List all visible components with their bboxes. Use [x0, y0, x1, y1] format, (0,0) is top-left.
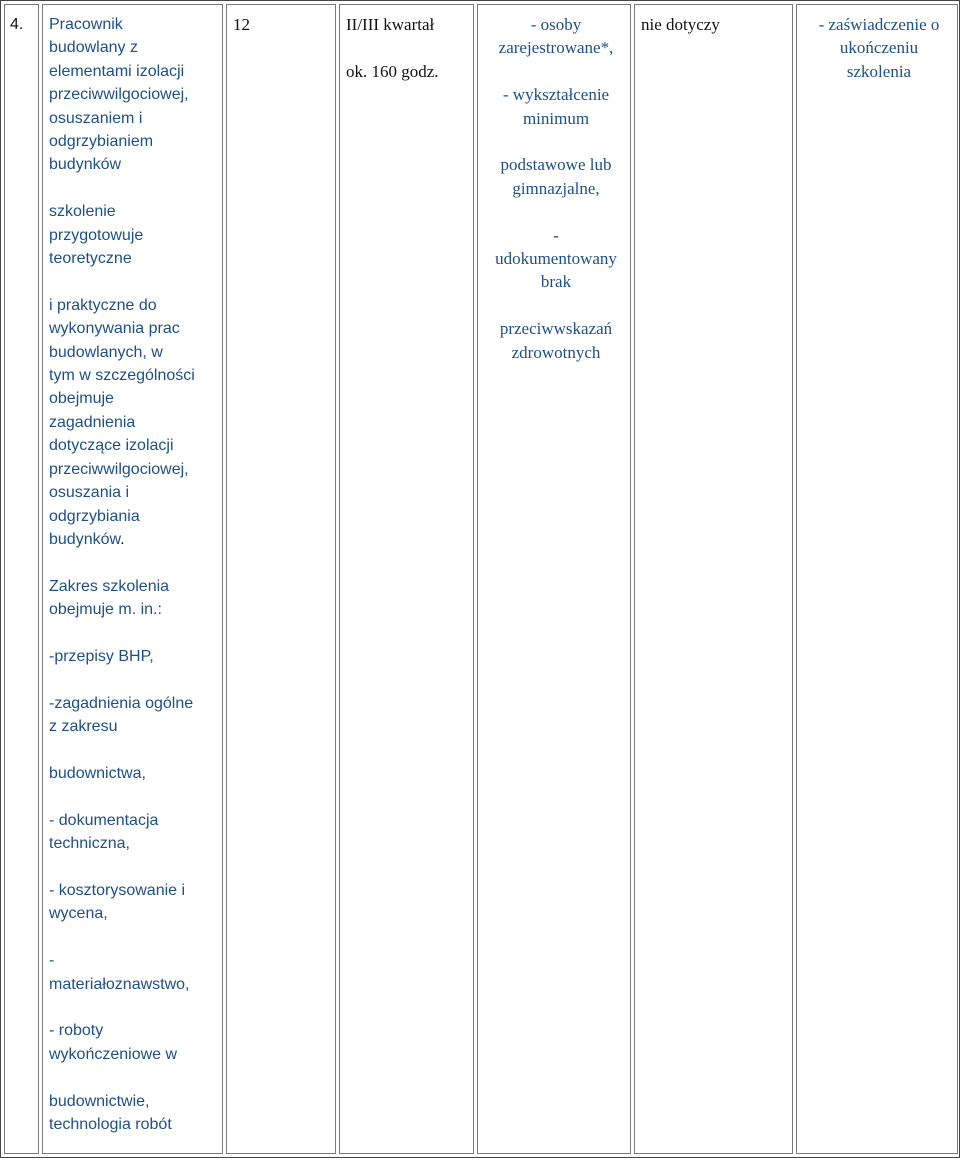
scope-item: budownictwa,	[49, 764, 146, 782]
requirement-item: - wykształcenie minimum	[502, 85, 610, 128]
scope-item: - materiałoznawstwo,	[49, 952, 190, 993]
scope-item: - dokumentacja techniczna,	[49, 811, 159, 853]
scope-item: - kosztorysowanie i wycena,	[49, 881, 186, 923]
requirement-item: podstawowe lub gimnazjalne,	[500, 155, 612, 198]
course-description-end: .	[120, 530, 125, 548]
cell-certificate	[796, 4, 958, 1154]
course-intro: szkolenie przygotowuje teoretyczne	[49, 203, 144, 268]
scope-heading: Zakres szkolenia obejmuje m. in.:	[49, 577, 170, 619]
term: II/III kwartał	[346, 15, 435, 34]
requirement-item: przeciwwskazań zdrowotnych	[499, 319, 613, 362]
scope-item: -zagadnienia ogólne z zakresu	[49, 694, 194, 736]
cell-participants	[226, 4, 336, 1154]
course-title: Pracownik budowlany z elementami izolacji przeciwwilgociowej, osuszaniem i odgrzybianiem budynków	[49, 16, 189, 174]
requirement-item: - osoby zarejestrowane*,	[498, 15, 614, 58]
certificate-text: - zaświadczenie o ukończeniu szkolenia	[818, 15, 940, 81]
cell-requirements	[477, 4, 631, 1154]
cell-course-description	[42, 4, 223, 1154]
participants-count: 12	[233, 15, 250, 34]
scope-item: -przepisy BHP,	[49, 647, 154, 665]
row-number: 4.	[10, 16, 24, 33]
scope-item: - roboty wykończeniowe w	[49, 1022, 178, 1063]
cell-not-applicable	[634, 4, 793, 1154]
not-applicable-text: nie dotyczy	[641, 15, 720, 34]
cell-number	[4, 4, 39, 1154]
course-description	[49, 294, 220, 551]
scope-item: budownictwie, technologia robót	[49, 1092, 172, 1133]
course-description-text: i praktyczne do wykonywania prac budowlanych, w tym w szczególności obejmuje zagadnienia dotyczące izolacji przeciwwilgociowej, osuszania i odgrzybiania budynków	[49, 296, 195, 548]
hours: ok. 160 godz.	[346, 61, 439, 81]
cell-term-hours	[339, 4, 474, 1154]
requirement-item: - udokumentowany brak	[495, 225, 617, 292]
